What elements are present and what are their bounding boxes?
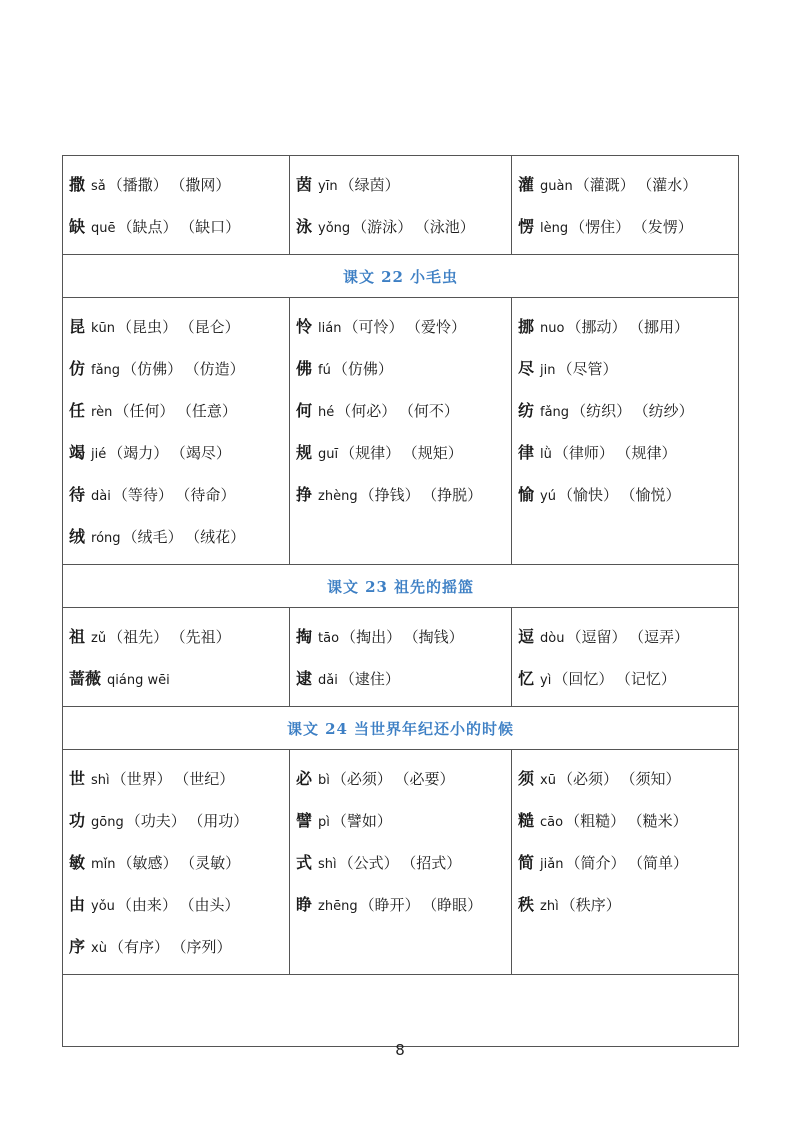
lesson-title (287, 720, 514, 738)
character: 愉 (518, 485, 535, 504)
vocab-entry (69, 842, 289, 884)
vocab-entry (296, 306, 511, 348)
example-word: （ 挣脱 ） (430, 486, 483, 504)
column-cell-col2 (290, 608, 512, 707)
pinyin: guàn (540, 179, 573, 194)
vocab-entry (69, 658, 289, 700)
page-number: 8 (395, 1041, 405, 1059)
example-word: （ 纺织 ） (571, 402, 631, 420)
character: 尽 (518, 359, 535, 378)
example-word: （ 逗弄 ） (637, 628, 690, 646)
example-word: （ 秩序 ） (561, 896, 621, 914)
vocab-entry (296, 658, 511, 700)
example-word: （ 缺口 ） (188, 218, 241, 236)
entries-row (63, 156, 739, 255)
example-word: （ 可怜 ） (343, 318, 403, 336)
example-word: （ 绒毛 ） (123, 528, 183, 546)
example-word: （ 由头 ） (187, 896, 240, 914)
example-word: （ 先祖 ） (178, 628, 231, 646)
character: 律 (518, 443, 535, 462)
lesson-title (343, 268, 458, 286)
example-word: （ 灌水 ） (645, 176, 698, 194)
lesson-name: 祖先的摇篮 (393, 577, 474, 596)
vocab-entry (518, 306, 738, 348)
lesson-label: 课文 (343, 267, 376, 286)
example-word: （ 必要 ） (402, 770, 455, 788)
vocab-entry (518, 348, 738, 390)
vocab-entry (296, 206, 511, 248)
example-word: （ 睁开 ） (360, 896, 420, 914)
example-word: （ 挪动 ） (566, 318, 626, 336)
lesson-header-row (63, 565, 739, 608)
example-word: （ 挣钱 ） (360, 486, 420, 504)
vocab-entry (518, 616, 738, 658)
character: 任 (69, 401, 86, 420)
vocab-entry (69, 616, 289, 658)
example-word: （ 逮住 ） (340, 670, 400, 688)
vocab-entry (296, 800, 511, 842)
vocab-entry (296, 884, 511, 926)
pinyin: fǎng (540, 405, 570, 420)
example-word: （ 律师 ） (554, 444, 614, 462)
character: 须 (518, 769, 535, 788)
vocab-entry (296, 616, 511, 658)
pinyin: shì (91, 773, 110, 788)
column-cell-col3 (512, 156, 739, 255)
character: 竭 (69, 443, 86, 462)
lesson-number: 22 (381, 267, 404, 286)
example-word: （ 规矩 ） (410, 444, 463, 462)
example-word: （ 缺点 ） (118, 218, 178, 236)
pinyin: bì (318, 773, 330, 788)
pinyin: lǜ (540, 447, 552, 462)
lesson-header-row (63, 707, 739, 750)
vocab-entry (69, 348, 289, 390)
character: 愣 (518, 217, 535, 236)
vocab-entry (69, 474, 289, 516)
pinyin: shì (318, 857, 337, 872)
vocab-table (62, 155, 739, 1047)
vocab-entry (69, 516, 289, 558)
example-word: （ 祖先 ） (108, 628, 168, 646)
pinyin: fǎng (91, 363, 121, 378)
character: 简 (518, 853, 535, 872)
pinyin: zhèng (318, 489, 358, 504)
example-word: （ 譬如 ） (332, 812, 392, 830)
character: 祖 (69, 627, 86, 646)
example-word: （ 灌溉 ） (575, 176, 635, 194)
pinyin: xù (91, 941, 107, 956)
example-word: （ 简介 ） (565, 854, 625, 872)
column-cell-col1 (63, 750, 290, 975)
pinyin: gōng (91, 815, 124, 830)
pinyin: lián (318, 321, 342, 336)
pinyin: kūn (91, 321, 116, 336)
example-word: （ 待命 ） (183, 486, 236, 504)
example-word: （ 昆虫 ） (117, 318, 177, 336)
column-cell-col1 (63, 608, 290, 707)
pinyin: róng (91, 531, 121, 546)
character: 撒 (69, 175, 86, 194)
example-word: （ 有序 ） (109, 938, 169, 956)
vocab-entry (518, 658, 738, 700)
pinyin: yǒng (318, 221, 351, 236)
column-cell-col3 (512, 608, 739, 707)
example-word: （ 愣住 ） (570, 218, 630, 236)
vocab-entry (518, 800, 738, 842)
example-word: （ 泳池 ） (422, 218, 475, 236)
character: 由 (69, 895, 86, 914)
example-word: （ 记忆 ） (623, 670, 676, 688)
example-word: （ 仿佛 ） (333, 360, 393, 378)
example-word: （ 由来 ） (117, 896, 177, 914)
pinyin: yīn (318, 179, 338, 194)
vocab-entry (69, 306, 289, 348)
pinyin: zhì (540, 899, 559, 914)
character: 挪 (518, 317, 535, 336)
character: 逗 (518, 627, 535, 646)
example-word: （ 昆仑 ） (187, 318, 240, 336)
column-cell-col3 (512, 298, 739, 565)
example-word: （ 招式 ） (409, 854, 462, 872)
lesson-name: 小毛虫 (409, 267, 458, 286)
pinyin: sǎ (91, 179, 106, 194)
character: 序 (69, 937, 86, 956)
character: 纺 (518, 401, 535, 420)
example-word: （ 愉悦 ） (628, 486, 681, 504)
example-word: （ 公式 ） (339, 854, 399, 872)
character: 秩 (518, 895, 535, 914)
lesson-number: 24 (325, 719, 348, 738)
example-word: （ 何不 ） (406, 402, 459, 420)
character: 缺 (69, 217, 86, 236)
example-word: （ 撒网 ） (178, 176, 231, 194)
vocab-entry (296, 390, 511, 432)
pinyin: nuo (540, 321, 565, 336)
vocab-entry (69, 206, 289, 248)
vocab-entry (518, 474, 738, 516)
example-word: （ 敏感 ） (118, 854, 178, 872)
example-word: （ 等待 ） (113, 486, 173, 504)
pinyin: dǎi (318, 673, 338, 688)
example-word: （ 世界 ） (112, 770, 172, 788)
column-cell-col2 (290, 156, 512, 255)
example-word: （ 播撒 ） (108, 176, 168, 194)
example-word: （ 糙米 ） (635, 812, 688, 830)
vocab-entry (518, 390, 738, 432)
example-word: （ 掏出 ） (341, 628, 401, 646)
example-word: （ 功夫 ） (126, 812, 186, 830)
vocab-entry (69, 800, 289, 842)
example-word: （ 逗留 ） (566, 628, 626, 646)
example-word: （ 任意 ） (184, 402, 237, 420)
character: 功 (69, 811, 86, 830)
pinyin: yì (540, 673, 552, 688)
example-word: （ 纺纱 ） (641, 402, 694, 420)
character: 泳 (296, 217, 313, 236)
example-word: （ 须知 ） (628, 770, 681, 788)
vocab-entry (518, 432, 738, 474)
blank-cell (63, 975, 739, 1047)
pinyin: tāo (318, 631, 340, 646)
entries-row (63, 298, 739, 565)
pinyin: mǐn (91, 857, 116, 872)
vocab-entry (69, 390, 289, 432)
example-word: （ 粗糙 ） (565, 812, 625, 830)
pinyin: dòu (540, 631, 565, 646)
example-word: （ 绒花 ） (193, 528, 246, 546)
example-word: （ 规律 ） (340, 444, 400, 462)
example-word: （ 爱怜 ） (414, 318, 467, 336)
example-word: （ 挪用 ） (637, 318, 690, 336)
pinyin: pì (318, 815, 330, 830)
character: 蔷薇 (69, 669, 102, 688)
example-word: （ 尽管 ） (557, 360, 617, 378)
pinyin: xū (540, 773, 556, 788)
example-word: （ 规律 ） (624, 444, 677, 462)
pinyin: yǒu (91, 899, 115, 914)
vocab-entry (69, 432, 289, 474)
character: 挣 (296, 485, 313, 504)
vocab-entry (296, 758, 511, 800)
entries-row (63, 750, 739, 975)
character: 掏 (296, 627, 313, 646)
character: 绒 (69, 527, 86, 546)
pinyin: quē (91, 221, 116, 236)
character: 何 (296, 401, 313, 420)
example-word: （ 必须 ） (332, 770, 392, 788)
example-word: （ 绿茵 ） (340, 176, 400, 194)
lesson-header-row (63, 255, 739, 298)
example-word: （ 睁眼 ） (430, 896, 483, 914)
column-cell-col3 (512, 750, 739, 975)
column-cell-col2 (290, 298, 512, 565)
example-word: （ 仿造 ） (192, 360, 245, 378)
pinyin: dài (91, 489, 111, 504)
vocab-entry (296, 432, 511, 474)
pinyin: rèn (91, 405, 113, 420)
character: 譬 (296, 811, 313, 830)
character: 佛 (296, 359, 313, 378)
vocab-entry (296, 348, 511, 390)
vocab-entry (518, 206, 738, 248)
example-word: （ 简单 ） (636, 854, 689, 872)
pinyin: qiáng wēi (107, 673, 170, 688)
character: 式 (296, 853, 313, 872)
example-word: （ 游泳 ） (352, 218, 412, 236)
lesson-header (63, 565, 739, 608)
character: 规 (296, 443, 313, 462)
vocab-entry (518, 884, 738, 926)
vocab-entry (69, 164, 289, 206)
character: 灌 (518, 175, 535, 194)
character: 世 (69, 769, 86, 788)
lesson-header (63, 255, 739, 298)
example-word: （ 仿佛 ） (122, 360, 182, 378)
example-word: （ 掏钱 ） (411, 628, 464, 646)
character: 茵 (296, 175, 313, 194)
character: 怜 (296, 317, 313, 336)
lesson-title (327, 578, 474, 596)
example-word: （ 任何 ） (114, 402, 174, 420)
vocab-entry (69, 758, 289, 800)
example-word: （ 何必 ） (336, 402, 396, 420)
pinyin: yú (540, 489, 556, 504)
example-word: （ 用功 ） (196, 812, 249, 830)
character: 敏 (69, 853, 86, 872)
character: 逮 (296, 669, 313, 688)
character: 忆 (518, 669, 535, 688)
vocab-entry (69, 926, 289, 968)
lesson-label: 课文 (327, 577, 360, 596)
example-word: （ 必须 ） (558, 770, 618, 788)
character: 必 (296, 769, 313, 788)
example-word: （ 愉快 ） (558, 486, 618, 504)
character: 昆 (69, 317, 86, 336)
lesson-header (63, 707, 739, 750)
lesson-number: 23 (365, 577, 388, 596)
pinyin: guī (318, 447, 339, 462)
example-word: （ 发愣 ） (640, 218, 693, 236)
lesson-name: 当世界年纪还小的时候 (353, 719, 514, 738)
example-word: （ 世纪 ） (182, 770, 235, 788)
vocab-entry (518, 758, 738, 800)
pinyin: jin (540, 363, 556, 378)
pinyin: lèng (540, 221, 569, 236)
pinyin: jiǎn (540, 857, 564, 872)
blank-row (63, 975, 739, 1047)
pinyin: zǔ (91, 631, 107, 646)
example-word: （ 序列 ） (179, 938, 232, 956)
character: 待 (69, 485, 86, 504)
example-word: （ 回忆 ） (553, 670, 613, 688)
pinyin: fú (318, 363, 331, 378)
character: 仿 (69, 359, 86, 378)
character: 睁 (296, 895, 313, 914)
vocab-entry (296, 474, 511, 516)
example-word: （ 灵敏 ） (188, 854, 241, 872)
column-cell-col2 (290, 750, 512, 975)
column-cell-col1 (63, 156, 290, 255)
pinyin: jié (91, 447, 107, 462)
vocab-entry (296, 164, 511, 206)
vocab-entry (296, 842, 511, 884)
lesson-label: 课文 (287, 719, 320, 738)
pinyin: hé (318, 405, 335, 420)
column-cell-col1 (63, 298, 290, 565)
character: 糙 (518, 811, 535, 830)
vocab-entry (69, 884, 289, 926)
example-word: （ 竭力 ） (108, 444, 168, 462)
vocab-entry (518, 842, 738, 884)
entries-row (63, 608, 739, 707)
pinyin: zhēng (318, 899, 358, 914)
example-word: （ 竭尽 ） (178, 444, 231, 462)
pinyin: cāo (540, 815, 564, 830)
vocab-entry (518, 164, 738, 206)
